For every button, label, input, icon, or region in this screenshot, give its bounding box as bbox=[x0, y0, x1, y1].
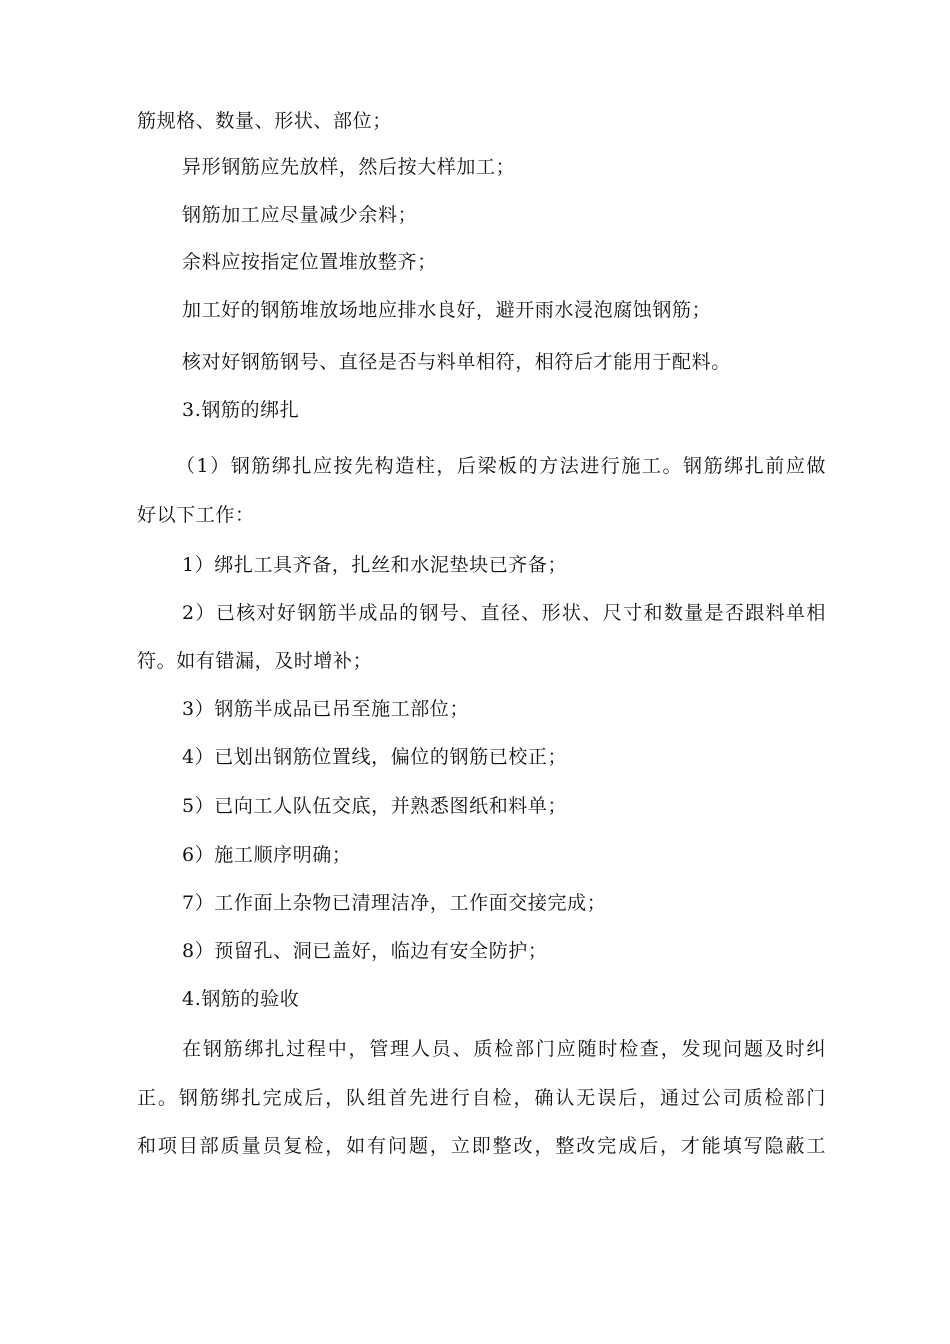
section-heading: 4.钢筋的验收 bbox=[182, 988, 300, 1010]
text-line: 符。如有错漏，及时增补； bbox=[137, 650, 373, 672]
text-line: 6）施工顺序明确； bbox=[182, 844, 352, 866]
text-line: 筋规格、数量、形状、部位； bbox=[137, 110, 392, 132]
text-line: 7）工作面上杂物已清理洁净，工作面交接完成； bbox=[182, 892, 607, 914]
text-line: 2）已核对好钢筋半成品的钢号、直径、形状、尺寸和数量是否跟料单相 bbox=[182, 602, 826, 624]
text-line: 8）预留孔、洞已盖好，临边有安全防护； bbox=[182, 940, 548, 962]
text-line: 异形钢筋应先放样，然后按大样加工； bbox=[182, 156, 516, 178]
text-line: （1）钢筋绑扎应按先构造柱，后梁板的方法进行施工。钢筋绑扎前应做 bbox=[176, 455, 826, 477]
text-line: 钢筋加工应尽量减少余料； bbox=[182, 204, 418, 226]
text-line: 1）绑扎工具齐备，扎丝和水泥垫块已齐备； bbox=[182, 554, 568, 576]
text-line: 在钢筋绑扎过程中，管理人员、质检部门应随时检查，发现问题及时纠 bbox=[182, 1038, 826, 1060]
text-line: 正。钢筋绑扎完成后，队组首先进行自检，确认无误后，通过公司质检部门 bbox=[137, 1087, 826, 1109]
text-line: 3）钢筋半成品已吊至施工部位； bbox=[182, 698, 470, 720]
text-line: 和项目部质量员复检，如有问题，立即整改，整改完成后，才能填写隐蔽工 bbox=[137, 1135, 826, 1157]
text-line: 5）已向工人队伍交底，并熟悉图纸和料单； bbox=[182, 795, 568, 817]
text-line: 好以下工作： bbox=[137, 504, 255, 526]
text-line: 余料应按指定位置堆放整齐； bbox=[182, 251, 437, 273]
text-line: 4）已划出钢筋位置线，偏位的钢筋已校正； bbox=[182, 746, 568, 768]
text-line: 核对好钢筋钢号、直径是否与料单相符，相符后才能用于配料。 bbox=[182, 351, 731, 373]
text-line: 加工好的钢筋堆放场地应排水良好，避开雨水浸泡腐蚀钢筋； bbox=[182, 299, 712, 321]
section-heading: 3.钢筋的绑扎 bbox=[182, 399, 300, 421]
